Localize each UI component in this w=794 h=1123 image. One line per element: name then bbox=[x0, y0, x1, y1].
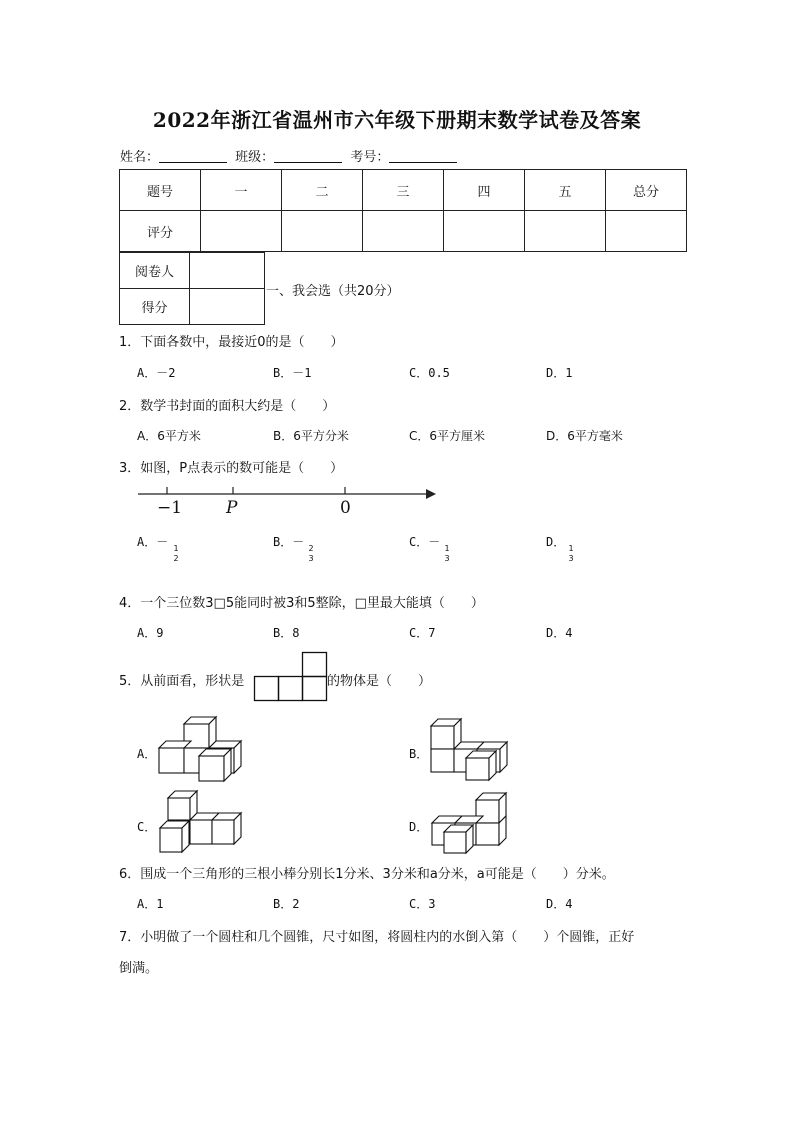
option-b[interactable]: B． bbox=[409, 747, 429, 761]
option-b[interactable]: B．2 bbox=[273, 897, 300, 911]
score-table-score-row bbox=[120, 211, 687, 252]
cube-figure-b bbox=[426, 716, 510, 782]
fraction-numerator: 1 bbox=[173, 544, 179, 553]
option-d[interactable]: D． bbox=[409, 820, 429, 834]
number-blank[interactable] bbox=[389, 151, 457, 163]
option-c[interactable]: C．－ bbox=[409, 535, 441, 549]
question-7-line-1: 7．小明做了一个圆柱和几个圆锥，尺寸如图，将圆柱内的水倒入第（ ）个圆锥，正好 bbox=[119, 930, 635, 945]
option-d[interactable]: D．1 bbox=[546, 366, 573, 380]
option-a[interactable]: A．9 bbox=[137, 626, 164, 640]
score-cell[interactable] bbox=[282, 211, 363, 252]
option-d[interactable]: D． bbox=[546, 535, 566, 549]
option-b[interactable]: B．－ bbox=[273, 535, 305, 549]
option-c[interactable]: C．6平方厘米 bbox=[409, 429, 486, 443]
fraction-d bbox=[567, 544, 575, 564]
score-cell[interactable] bbox=[606, 211, 687, 252]
cube-figure-c bbox=[156, 788, 244, 856]
question-3: 3．如图，P点表示的数可能是（ ） bbox=[119, 461, 344, 476]
fraction-numerator: 1 bbox=[444, 544, 450, 553]
page-title: 2022年浙江省温州市六年级下册期末数学试卷及答案 bbox=[152, 108, 642, 132]
option-b[interactable]: B．8 bbox=[273, 626, 300, 640]
cube-figure-a bbox=[154, 714, 246, 786]
fraction-denominator: 3 bbox=[444, 554, 450, 563]
option-a[interactable]: A．－2 bbox=[137, 366, 176, 380]
question-4: 4．一个三位数3□5能同时被3和5整除，□里最大能填（ ） bbox=[119, 596, 484, 611]
header-cell: 五 bbox=[525, 170, 606, 211]
class-label: 班级： bbox=[235, 150, 275, 165]
student-info bbox=[120, 146, 461, 165]
header-cell: 题号 bbox=[120, 170, 201, 211]
score-table-header-row bbox=[120, 170, 687, 211]
question-6: 6．围成一个三角形的三根小棒分别长1分米、3分米和a分米，a可能是（ ）分米。 bbox=[119, 867, 615, 882]
row-label: 评分 bbox=[120, 211, 201, 252]
section-heading: 一、我会选（共20分） bbox=[266, 284, 400, 299]
label-minus-one: −1 bbox=[157, 498, 183, 518]
score-cell[interactable] bbox=[525, 211, 606, 252]
label-p: P bbox=[226, 498, 238, 518]
option-c[interactable]: C． bbox=[137, 820, 157, 834]
score-cell[interactable] bbox=[201, 211, 282, 252]
name-blank[interactable] bbox=[159, 151, 227, 163]
option-a[interactable]: A．6平方米 bbox=[137, 429, 201, 443]
header-cell: 二 bbox=[282, 170, 363, 211]
fraction-numerator: 2 bbox=[308, 544, 314, 553]
option-c[interactable]: C．0.5 bbox=[409, 366, 450, 380]
grader-score-cell[interactable] bbox=[190, 289, 265, 325]
fraction-denominator: 3 bbox=[568, 554, 574, 563]
fraction-c bbox=[443, 544, 451, 564]
header-cell: 三 bbox=[363, 170, 444, 211]
question-2: 2．数学书封面的面积大约是（ ） bbox=[119, 399, 336, 414]
fraction-b bbox=[307, 544, 315, 564]
option-d[interactable]: D．4 bbox=[546, 626, 573, 640]
class-blank[interactable] bbox=[274, 151, 342, 163]
header-cell: 四 bbox=[444, 170, 525, 211]
name-label: 姓名： bbox=[120, 150, 160, 165]
fraction-denominator: 3 bbox=[308, 554, 314, 563]
question-7-line-2: 倒满。 bbox=[119, 961, 159, 976]
label-zero: 0 bbox=[340, 498, 351, 518]
number-label: 考号： bbox=[350, 150, 390, 165]
option-a[interactable]: A． bbox=[137, 747, 157, 761]
header-cell: 一 bbox=[201, 170, 282, 211]
front-view-shape bbox=[252, 651, 328, 703]
option-a[interactable]: A．1 bbox=[137, 897, 164, 911]
cube-figure-d bbox=[428, 790, 512, 856]
option-d[interactable]: D．6平方毫米 bbox=[546, 429, 623, 443]
question-5-prefix: 5．从前面看，形状是 bbox=[119, 674, 245, 689]
option-b[interactable]: B．6平方分米 bbox=[273, 429, 349, 443]
score-cell[interactable] bbox=[363, 211, 444, 252]
fraction-numerator: 1 bbox=[568, 544, 574, 553]
option-d[interactable]: D．4 bbox=[546, 897, 573, 911]
reviewer-cell[interactable] bbox=[190, 253, 265, 289]
score-cell[interactable] bbox=[444, 211, 525, 252]
option-a[interactable]: A．－ bbox=[137, 535, 169, 549]
question-5-suffix: 的物体是（ ） bbox=[327, 674, 432, 689]
option-b[interactable]: B．－1 bbox=[273, 366, 312, 380]
grader-score-label: 得分 bbox=[120, 289, 190, 325]
option-c[interactable]: C．7 bbox=[409, 626, 436, 640]
grader-table bbox=[119, 252, 265, 325]
arrow-icon bbox=[426, 489, 436, 499]
question-1: 1．下面各数中，最接近0的是（ ） bbox=[119, 335, 344, 350]
option-c[interactable]: C．3 bbox=[409, 897, 436, 911]
fraction-denominator: 2 bbox=[173, 554, 179, 563]
fraction-a bbox=[172, 544, 180, 564]
reviewer-label: 阅卷人 bbox=[120, 253, 190, 289]
header-cell: 总分 bbox=[606, 170, 687, 211]
score-table bbox=[119, 169, 687, 252]
